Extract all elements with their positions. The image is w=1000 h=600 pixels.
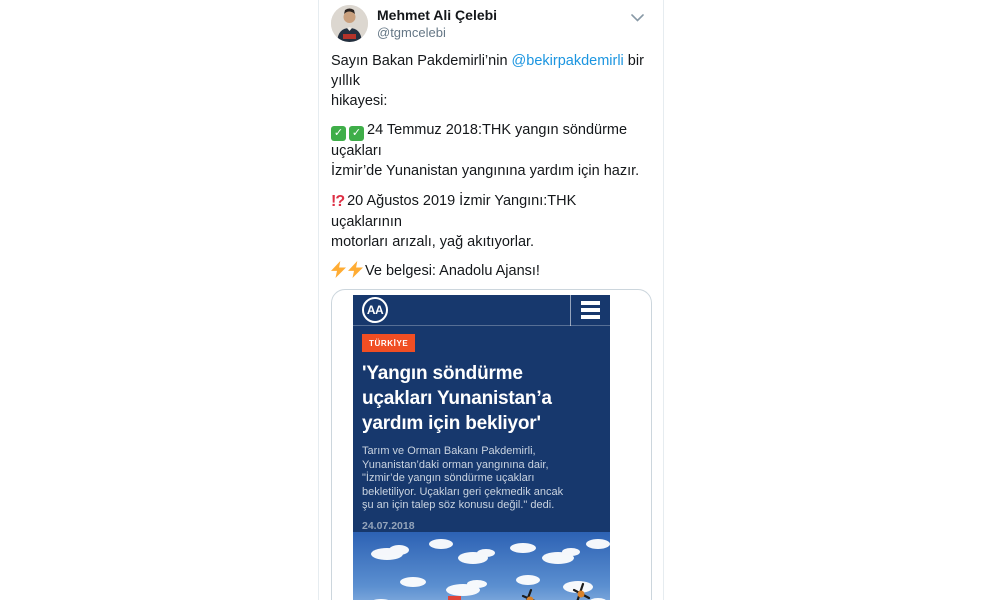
check-mark-emoji [349,126,364,141]
aa-header [353,295,610,326]
headline-line3: yardım için bekliyor' [362,413,541,434]
tweet-embed [318,0,664,600]
author-name[interactable]: Mehmet Ali Çelebi [377,7,498,23]
p3-text-line1: 20 Ağustos 2019 İzmir Yangını:THK uçaklarının [331,193,581,230]
avatar-image [331,5,368,42]
author-block [377,5,631,41]
chevron-down-icon[interactable] [631,9,644,27]
hamburger-icon [570,295,610,326]
news-photo [353,532,610,600]
p3-text-line2: motorları arızalı, yağ akıtıyorlar. [331,234,535,250]
p1-text-pre: Sayın Bakan Pakdemirli’nin [331,53,512,69]
zap-emoji [348,261,363,278]
p4-text: Ve belgesi: Anadolu Ajansı! [365,263,540,279]
category-badge: TÜRKİYE [362,334,415,352]
summary-line3: "İzmir’de yangın söndürme uçakları [362,472,535,485]
zap-emoji [331,261,346,278]
headline-line1: 'Yangın söndürme [362,363,523,384]
p1-text-line2: hikayesi: [331,93,388,109]
avatar[interactable] [331,5,368,42]
exclamation-question-emoji [331,192,344,212]
summary-line1: Tarım ve Orman Bakanı Pakdemirli, [362,445,536,457]
summary-line2: Yunanistan’daki orman yangınına dair, [362,458,549,471]
aa-logo: AA [362,297,388,323]
headline-line2: uçakları Yunanistan’a [362,388,552,409]
news-card[interactable] [331,289,652,600]
tweet-paragraph-4 [331,261,650,281]
news-screenshot [353,295,610,600]
p2-text-line1: 24 Temmuz 2018:THK yangın söndürme uçakları [331,122,632,159]
p1-text-post: bir yıllık [331,53,648,89]
check-mark-emoji [331,126,346,141]
mention-link[interactable]: @bekirpakdemirli [511,53,624,69]
aa-page [353,295,610,532]
p2-text-line2: İzmir’de Yunanistan yangınına yardım için hazır. [331,163,640,179]
summary-line5: şu an için talep söz konusu değil." dedi. [362,499,555,512]
article-headline [362,361,598,436]
tweet-paragraph-1 [331,51,650,111]
aa-article [353,326,610,532]
tweet-header [331,5,650,43]
summary-line4: bekletiliyor. Uçakları geri çekmedik ancak [362,485,564,498]
tweet-paragraph-2 [331,120,650,181]
article-date: 24.07.2018 [362,519,415,532]
tweet-paragraph-3 [331,191,650,252]
article-summary [362,445,598,513]
author-handle: @tgmcelebi [377,25,446,40]
